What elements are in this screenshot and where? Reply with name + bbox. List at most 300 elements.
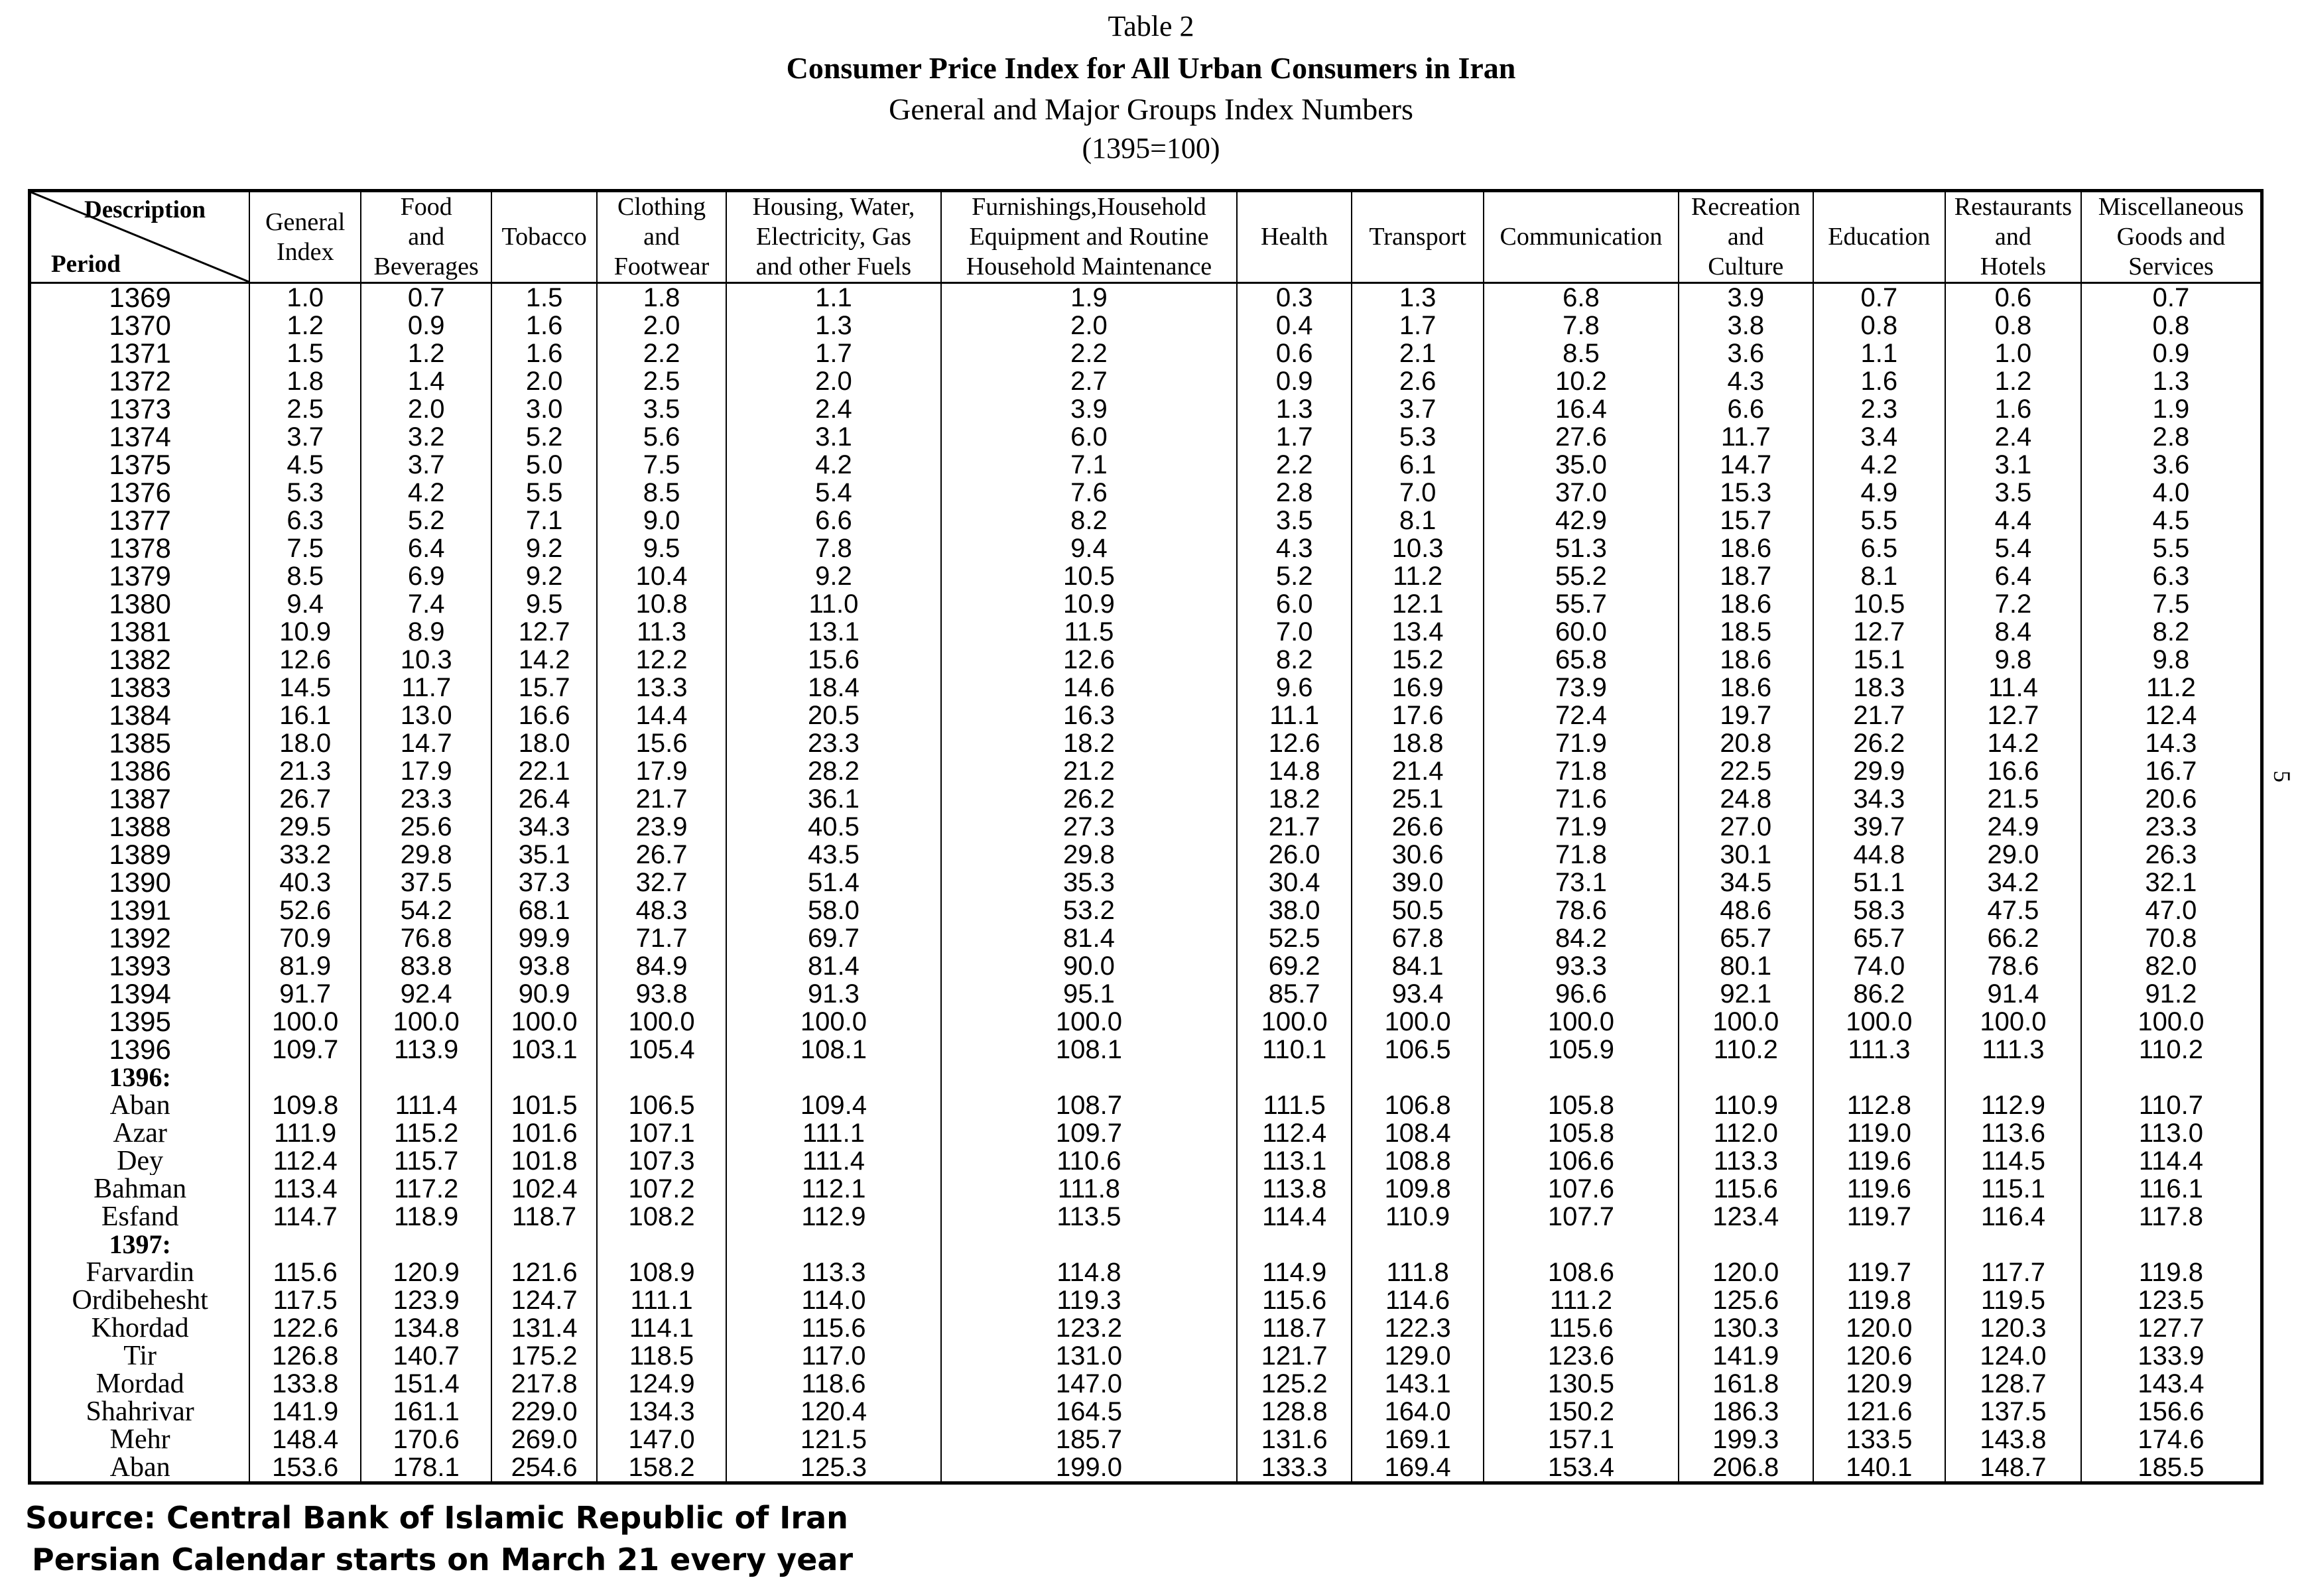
period-cell: 1381: [30, 618, 250, 646]
value-cell: 69.2: [1237, 952, 1352, 980]
value-cell: 111.2: [1484, 1286, 1679, 1314]
value-cell: 71.9: [1484, 813, 1679, 841]
period-cell: Azar: [30, 1119, 250, 1147]
value-cell: 18.0: [249, 729, 361, 757]
value-cell: 2.5: [597, 367, 726, 395]
value-cell: 1.6: [491, 339, 597, 367]
value-cell: 148.4: [249, 1426, 361, 1453]
corner-period-label: Period: [51, 251, 121, 278]
value-cell: 4.4: [1945, 507, 2081, 534]
value-cell: 9.5: [491, 590, 597, 618]
value-cell: 3.7: [249, 423, 361, 451]
value-cell: 8.4: [1945, 618, 2081, 646]
value-cell: 4.3: [1679, 367, 1813, 395]
value-cell: 1.6: [1813, 367, 1945, 395]
table-row: [30, 813, 2262, 841]
value-cell: 51.1: [1813, 869, 1945, 896]
value-cell: 113.3: [726, 1258, 941, 1286]
value-cell: 113.5: [941, 1203, 1237, 1231]
value-cell: 100.0: [941, 1008, 1237, 1036]
value-cell: [597, 1064, 726, 1091]
value-cell: 105.8: [1484, 1091, 1679, 1119]
value-cell: 78.6: [1484, 896, 1679, 924]
period-cell: Bahman: [30, 1175, 250, 1203]
value-cell: 133.3: [1237, 1453, 1352, 1483]
value-cell: 24.9: [1945, 813, 2081, 841]
value-cell: 71.8: [1484, 841, 1679, 869]
value-cell: 78.6: [1945, 952, 2081, 980]
value-cell: 6.6: [1679, 395, 1813, 423]
value-cell: [726, 1231, 941, 1258]
value-cell: 169.1: [1352, 1426, 1484, 1453]
value-cell: 12.7: [1945, 702, 2081, 729]
value-cell: 124.9: [597, 1370, 726, 1398]
value-cell: 93.3: [1484, 952, 1679, 980]
value-cell: 7.1: [941, 451, 1237, 479]
value-cell: 29.0: [1945, 841, 2081, 869]
value-cell: 24.8: [1679, 785, 1813, 813]
value-cell: 7.5: [249, 534, 361, 562]
value-cell: 14.8: [1237, 757, 1352, 785]
value-cell: 112.4: [249, 1147, 361, 1175]
column-header-line: Transport: [1369, 223, 1466, 251]
value-cell: 11.5: [941, 618, 1237, 646]
value-cell: 11.2: [2081, 674, 2262, 702]
value-cell: 100.0: [1813, 1008, 1945, 1036]
value-cell: 107.6: [1484, 1175, 1679, 1203]
value-cell: 22.5: [1679, 757, 1813, 785]
table-title: Consumer Price Index for All Urban Consumers in Iran: [786, 51, 1516, 85]
column-header-line: Footwear: [613, 253, 710, 280]
value-cell: 121.6: [491, 1258, 597, 1286]
value-cell: 9.5: [597, 534, 726, 562]
value-cell: 102.4: [491, 1175, 597, 1203]
value-cell: 35.0: [1484, 451, 1679, 479]
value-cell: 164.5: [941, 1398, 1237, 1426]
table-row: [30, 451, 2262, 479]
value-cell: 10.9: [249, 618, 361, 646]
value-cell: 161.1: [361, 1398, 491, 1426]
value-cell: 1.0: [249, 283, 361, 312]
value-cell: 133.9: [2081, 1342, 2262, 1370]
value-cell: [941, 1231, 1237, 1258]
value-cell: 7.2: [1945, 590, 2081, 618]
period-cell: 1397:: [30, 1231, 250, 1258]
value-cell: 58.3: [1813, 896, 1945, 924]
value-cell: 186.3: [1679, 1398, 1813, 1426]
value-cell: 119.3: [941, 1286, 1237, 1314]
value-cell: 1.5: [491, 283, 597, 312]
value-cell: 141.9: [1679, 1342, 1813, 1370]
value-cell: [361, 1231, 491, 1258]
value-cell: 7.4: [361, 590, 491, 618]
value-cell: 117.0: [726, 1342, 941, 1370]
base-year-note: (1395=100): [1082, 132, 1220, 164]
table-row: [30, 1314, 2262, 1342]
value-cell: 5.5: [1813, 507, 1945, 534]
table-row: [30, 1175, 2262, 1203]
table-row: [30, 1342, 2262, 1370]
value-cell: 1.7: [726, 339, 941, 367]
value-cell: 66.2: [1945, 924, 2081, 952]
value-cell: 127.7: [2081, 1314, 2262, 1342]
value-cell: 7.8: [726, 534, 941, 562]
value-cell: 60.0: [1484, 618, 1679, 646]
value-cell: 1.1: [726, 283, 941, 312]
value-cell: 140.1: [1813, 1453, 1945, 1483]
value-cell: 7.1: [491, 507, 597, 534]
table-row: [30, 757, 2262, 785]
value-cell: 116.4: [1945, 1203, 2081, 1231]
value-cell: 93.4: [1352, 980, 1484, 1008]
value-cell: 26.7: [249, 785, 361, 813]
value-cell: 12.6: [1237, 729, 1352, 757]
table-row: [30, 1258, 2262, 1286]
value-cell: 115.7: [361, 1147, 491, 1175]
value-cell: 10.5: [941, 562, 1237, 590]
column-header: [1813, 191, 1945, 283]
value-cell: 7.0: [1352, 479, 1484, 507]
value-cell: 133.5: [1813, 1426, 1945, 1453]
period-cell: 1371: [30, 339, 250, 367]
value-cell: 109.7: [249, 1036, 361, 1064]
value-cell: 134.3: [597, 1398, 726, 1426]
value-cell: 0.6: [1237, 339, 1352, 367]
value-cell: 91.7: [249, 980, 361, 1008]
column-header-line: Household Maintenance: [966, 253, 1212, 280]
value-cell: 18.7: [1679, 562, 1813, 590]
value-cell: 108.2: [597, 1203, 726, 1231]
source-note: Source: Central Bank of Islamic Republic of Iran: [25, 1500, 848, 1536]
value-cell: 126.8: [249, 1342, 361, 1370]
period-cell: Aban: [30, 1091, 250, 1119]
period-cell: 1390: [30, 869, 250, 896]
value-cell: 14.6: [941, 674, 1237, 702]
table-row: [30, 395, 2262, 423]
period-cell: 1392: [30, 924, 250, 952]
period-cell: 1369: [30, 283, 250, 312]
value-cell: 23.3: [361, 785, 491, 813]
value-cell: 122.3: [1352, 1314, 1484, 1342]
value-cell: 0.9: [1237, 367, 1352, 395]
value-cell: 71.9: [1484, 729, 1679, 757]
value-cell: 2.0: [491, 367, 597, 395]
value-cell: 7.5: [2081, 590, 2262, 618]
value-cell: 17.6: [1352, 702, 1484, 729]
value-cell: 109.4: [726, 1091, 941, 1119]
value-cell: 108.8: [1352, 1147, 1484, 1175]
value-cell: 8.5: [249, 562, 361, 590]
column-header: [1945, 191, 2081, 283]
value-cell: 1.8: [249, 367, 361, 395]
value-cell: 18.6: [1679, 590, 1813, 618]
value-cell: 120.9: [361, 1258, 491, 1286]
value-cell: 9.6: [1237, 674, 1352, 702]
value-cell: 112.9: [726, 1203, 941, 1231]
value-cell: 120.9: [1813, 1370, 1945, 1398]
value-cell: 8.9: [361, 618, 491, 646]
year-group-row: [30, 1064, 2262, 1091]
value-cell: 15.7: [1679, 507, 1813, 534]
value-cell: 84.9: [597, 952, 726, 980]
value-cell: 111.9: [249, 1119, 361, 1147]
table-row: [30, 1370, 2262, 1398]
value-cell: 81.9: [249, 952, 361, 980]
value-cell: 111.8: [941, 1175, 1237, 1203]
value-cell: 15.6: [726, 646, 941, 674]
column-header: [2081, 191, 2262, 283]
value-cell: 29.9: [1813, 757, 1945, 785]
column-header: [597, 191, 726, 283]
value-cell: 121.6: [1813, 1398, 1945, 1426]
value-cell: 1.3: [726, 312, 941, 339]
value-cell: 14.7: [361, 729, 491, 757]
value-cell: 3.1: [1945, 451, 2081, 479]
value-cell: 119.6: [1813, 1147, 1945, 1175]
value-cell: 1.9: [2081, 395, 2262, 423]
value-cell: 14.3: [2081, 729, 2262, 757]
value-cell: 93.8: [491, 952, 597, 980]
period-cell: Tir: [30, 1342, 250, 1370]
period-cell: 1391: [30, 896, 250, 924]
value-cell: 12.1: [1352, 590, 1484, 618]
value-cell: 169.4: [1352, 1453, 1484, 1483]
value-cell: 26.4: [491, 785, 597, 813]
value-cell: 93.8: [597, 980, 726, 1008]
value-cell: 70.9: [249, 924, 361, 952]
value-cell: 11.7: [1679, 423, 1813, 451]
value-cell: 12.7: [491, 618, 597, 646]
value-cell: 10.8: [597, 590, 726, 618]
value-cell: 7.6: [941, 479, 1237, 507]
value-cell: 143.1: [1352, 1370, 1484, 1398]
value-cell: 111.3: [1945, 1036, 2081, 1064]
value-cell: 185.7: [941, 1426, 1237, 1453]
column-header: [1237, 191, 1352, 283]
value-cell: 113.8: [1237, 1175, 1352, 1203]
value-cell: 10.9: [941, 590, 1237, 618]
value-cell: 14.7: [1679, 451, 1813, 479]
column-header: [726, 191, 941, 283]
value-cell: 120.0: [1679, 1258, 1813, 1286]
table-row: [30, 702, 2262, 729]
column-header-line: Restaurants: [1954, 193, 2073, 221]
value-cell: [249, 1064, 361, 1091]
value-cell: 92.1: [1679, 980, 1813, 1008]
value-cell: 131.4: [491, 1314, 597, 1342]
value-cell: 112.8: [1813, 1091, 1945, 1119]
column-header-line: Health: [1260, 223, 1328, 251]
value-cell: 16.9: [1352, 674, 1484, 702]
value-cell: 141.9: [249, 1398, 361, 1426]
value-cell: 119.7: [1813, 1258, 1945, 1286]
value-cell: 52.5: [1237, 924, 1352, 952]
value-cell: 1.2: [249, 312, 361, 339]
value-cell: 229.0: [491, 1398, 597, 1426]
value-cell: 105.8: [1484, 1119, 1679, 1147]
value-cell: 11.7: [361, 674, 491, 702]
value-cell: 108.1: [726, 1036, 941, 1064]
value-cell: 111.3: [1813, 1036, 1945, 1064]
value-cell: [1813, 1231, 1945, 1258]
value-cell: [491, 1064, 597, 1091]
value-cell: 108.6: [1484, 1258, 1679, 1286]
value-cell: 4.0: [2081, 479, 2262, 507]
value-cell: 9.8: [1945, 646, 2081, 674]
period-cell: 1370: [30, 312, 250, 339]
value-cell: [361, 1064, 491, 1091]
table-row: [30, 1119, 2262, 1147]
value-cell: 38.0: [1237, 896, 1352, 924]
period-cell: 1375: [30, 451, 250, 479]
value-cell: 3.9: [941, 395, 1237, 423]
value-cell: 111.1: [726, 1119, 941, 1147]
value-cell: 96.6: [1484, 980, 1679, 1008]
period-cell: Farvardin: [30, 1258, 250, 1286]
value-cell: 92.4: [361, 980, 491, 1008]
value-cell: 111.1: [597, 1286, 726, 1314]
value-cell: 12.7: [1813, 618, 1945, 646]
value-cell: 114.5: [1945, 1147, 2081, 1175]
value-cell: 81.4: [941, 924, 1237, 952]
value-cell: 70.8: [2081, 924, 2262, 952]
period-cell: 1393: [30, 952, 250, 980]
value-cell: 21.2: [941, 757, 1237, 785]
value-cell: 0.7: [2081, 283, 2262, 312]
value-cell: 3.7: [361, 451, 491, 479]
value-cell: 12.6: [941, 646, 1237, 674]
value-cell: 47.5: [1945, 896, 2081, 924]
value-cell: 10.5: [1813, 590, 1945, 618]
table-row: [30, 952, 2262, 980]
value-cell: 1.6: [1945, 395, 2081, 423]
value-cell: 48.3: [597, 896, 726, 924]
value-cell: 0.7: [361, 283, 491, 312]
column-header-line: Hotels: [1980, 253, 2047, 280]
value-cell: 108.1: [941, 1036, 1237, 1064]
value-cell: 100.0: [1679, 1008, 1813, 1036]
period-cell: Ordibehesht: [30, 1286, 250, 1314]
value-cell: 9.2: [726, 562, 941, 590]
column-header: [249, 191, 361, 283]
value-cell: 125.6: [1679, 1286, 1813, 1314]
value-cell: 10.3: [1352, 534, 1484, 562]
value-cell: 137.5: [1945, 1398, 2081, 1426]
value-cell: [2081, 1231, 2262, 1258]
value-cell: 35.1: [491, 841, 597, 869]
value-cell: 106.8: [1352, 1091, 1484, 1119]
value-cell: 7.8: [1484, 312, 1679, 339]
value-cell: 3.5: [1237, 507, 1352, 534]
table-row: [30, 590, 2262, 618]
value-cell: 4.5: [2081, 507, 2262, 534]
table-row: [30, 1036, 2262, 1064]
value-cell: 112.1: [726, 1175, 941, 1203]
value-cell: 7.0: [1237, 618, 1352, 646]
table-row: [30, 1091, 2262, 1119]
value-cell: 4.9: [1813, 479, 1945, 507]
value-cell: 101.5: [491, 1091, 597, 1119]
value-cell: 16.6: [1945, 757, 2081, 785]
column-header-line: Communication: [1500, 223, 1663, 251]
table-row: [30, 507, 2262, 534]
value-cell: 15.2: [1352, 646, 1484, 674]
value-cell: 143.4: [2081, 1370, 2262, 1398]
value-cell: 114.0: [726, 1286, 941, 1314]
value-cell: 128.7: [1945, 1370, 2081, 1398]
value-cell: 217.8: [491, 1370, 597, 1398]
value-cell: 112.4: [1237, 1119, 1352, 1147]
period-cell: 1396:: [30, 1064, 250, 1091]
value-cell: 14.2: [1945, 729, 2081, 757]
value-cell: 11.0: [726, 590, 941, 618]
value-cell: 6.4: [361, 534, 491, 562]
value-cell: 32.7: [597, 869, 726, 896]
value-cell: 1.7: [1352, 312, 1484, 339]
value-cell: 107.1: [597, 1119, 726, 1147]
value-cell: 124.0: [1945, 1342, 2081, 1370]
value-cell: 37.3: [491, 869, 597, 896]
column-header-line: Clothing: [617, 193, 706, 221]
period-cell: 1386: [30, 757, 250, 785]
value-cell: 131.6: [1237, 1426, 1352, 1453]
value-cell: 47.0: [2081, 896, 2262, 924]
value-cell: 254.6: [491, 1453, 597, 1483]
value-cell: 114.4: [2081, 1147, 2262, 1175]
value-cell: 170.6: [361, 1426, 491, 1453]
value-cell: 110.1: [1237, 1036, 1352, 1064]
value-cell: [726, 1064, 941, 1091]
column-header-line: Housing, Water,: [752, 193, 915, 221]
value-cell: 15.6: [597, 729, 726, 757]
value-cell: 10.3: [361, 646, 491, 674]
value-cell: 86.2: [1813, 980, 1945, 1008]
page-number: 5: [2269, 770, 2295, 782]
value-cell: 72.4: [1484, 702, 1679, 729]
value-cell: 52.6: [249, 896, 361, 924]
period-cell: 1384: [30, 702, 250, 729]
value-cell: 148.7: [1945, 1453, 2081, 1483]
column-header-line: and: [408, 223, 445, 251]
value-cell: 100.0: [361, 1008, 491, 1036]
value-cell: 125.2: [1237, 1370, 1352, 1398]
value-cell: 39.7: [1813, 813, 1945, 841]
table-row: [30, 1426, 2262, 1453]
value-cell: 0.8: [2081, 312, 2262, 339]
value-cell: 106.6: [1484, 1147, 1679, 1175]
value-cell: 1.6: [491, 312, 597, 339]
value-cell: 164.0: [1352, 1398, 1484, 1426]
value-cell: 120.3: [1945, 1314, 2081, 1342]
value-cell: 33.2: [249, 841, 361, 869]
value-cell: 17.9: [361, 757, 491, 785]
value-cell: 108.7: [941, 1091, 1237, 1119]
value-cell: 26.6: [1352, 813, 1484, 841]
value-cell: 22.1: [491, 757, 597, 785]
value-cell: 147.0: [597, 1426, 726, 1453]
value-cell: 101.8: [491, 1147, 597, 1175]
table-row: [30, 367, 2262, 395]
value-cell: 174.6: [2081, 1426, 2262, 1453]
period-cell: Esfand: [30, 1203, 250, 1231]
value-cell: 34.2: [1945, 869, 2081, 896]
value-cell: 12.4: [2081, 702, 2262, 729]
value-cell: 6.0: [1237, 590, 1352, 618]
value-cell: 143.8: [1945, 1426, 2081, 1453]
value-cell: 3.5: [1945, 479, 2081, 507]
value-cell: 10.4: [597, 562, 726, 590]
value-cell: 14.2: [491, 646, 597, 674]
